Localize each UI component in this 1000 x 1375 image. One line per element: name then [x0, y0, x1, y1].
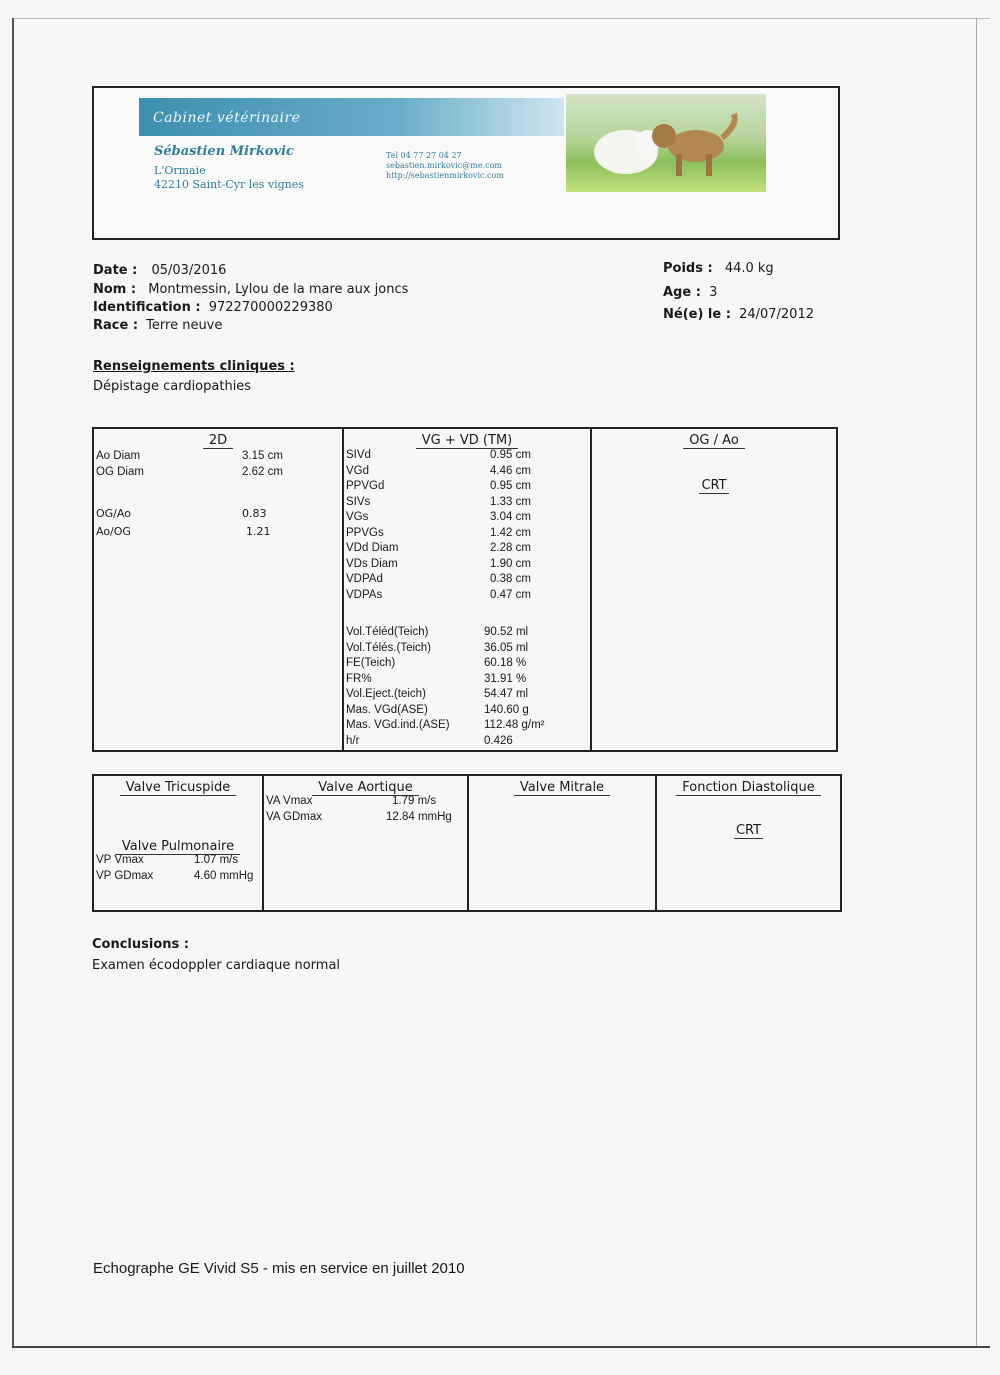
phone: Tel 04 77 27 04 27 [386, 151, 462, 160]
clinical-text: Dépistage cardiopathies [93, 379, 252, 394]
table-row [344, 480, 590, 496]
crt-diastolique: CRT [735, 823, 762, 838]
measure-name: VDd Diam [346, 542, 399, 554]
col-tm-title: VG + VD (TM) [344, 433, 590, 448]
col-ogao-title: OG / Ao [592, 433, 836, 448]
table-row [344, 688, 590, 704]
measure-value: 36.05 ml [484, 641, 529, 654]
col-2d [93, 428, 343, 751]
measure-value: 54.47 ml [484, 688, 529, 700]
measure-name: VGs [346, 511, 369, 523]
measure-name: h/r [346, 734, 360, 747]
measure-value: 112.48 g/m² [484, 719, 545, 731]
address-line1: L'Ormaie [154, 164, 206, 177]
measure-name: VGd [346, 464, 370, 477]
banner-title: Cabinet vétérinaire [153, 110, 301, 126]
measure-name: SIVs [346, 495, 371, 508]
conclusions-title: Conclusions : [92, 937, 189, 952]
measure-value: 0.426 [484, 734, 513, 747]
name-value: Montmessin, Lylou de la mare aux joncs [148, 282, 409, 297]
crt-ogao: CRT [701, 478, 727, 493]
measure-value: 4.46 cm [490, 464, 531, 477]
scan-edge-bottom [12, 1346, 990, 1348]
measure-value: 31.91 % [484, 672, 527, 685]
measure-name: FE(Teich) [346, 657, 396, 669]
table-row [344, 626, 590, 642]
measure-value: 2.28 cm [490, 542, 531, 554]
measure-name: Mas. VGd.ind.(ASE) [346, 719, 450, 731]
patient-race [93, 318, 222, 333]
col-tricuspide [93, 775, 263, 911]
measure-value: 1.90 cm [490, 557, 531, 570]
measure-value: 1.42 cm [490, 526, 531, 539]
patient-name [93, 282, 408, 297]
clinic-banner [139, 98, 564, 136]
table-row: OG/Ao 0.83 [96, 507, 267, 520]
measure-name: Mas. VGd(ASE) [346, 703, 428, 716]
conclusions-text: Examen écodoppler cardiaque normal [92, 958, 341, 973]
scan-edge-right [976, 18, 977, 1348]
vet-name: Sébastien Mirkovic [154, 144, 294, 159]
patient-weight [663, 261, 774, 276]
age-value: 3 [709, 285, 718, 300]
table-row [344, 573, 590, 589]
table-row [344, 542, 590, 558]
letterhead [92, 86, 840, 240]
table-row: Ao Diam 3.15 cm [96, 450, 283, 462]
col-mitrale [468, 775, 656, 911]
patient-date [93, 263, 226, 278]
measure-name: VDs Diam [346, 557, 398, 570]
scan-edge-left [12, 18, 14, 1348]
table-row [344, 657, 590, 673]
dogs-illustration [566, 94, 766, 192]
measurements-table [92, 427, 838, 752]
table-row [344, 496, 590, 512]
name-label: Nom : [93, 282, 137, 297]
col-2d-title: 2D [94, 433, 342, 448]
measure-value: 60.18 % [484, 657, 527, 669]
scan-edge-top [12, 18, 990, 19]
table-row [344, 527, 590, 543]
patient-age [663, 285, 717, 300]
table-row [344, 642, 590, 658]
measure-name: FR% [346, 672, 372, 685]
measure-name: VDPAs [346, 588, 383, 601]
id-value: 972270000229380 [208, 300, 333, 315]
measure-value: 0.95 cm [490, 480, 531, 492]
table-row [344, 449, 590, 465]
tricuspide-title: Valve Tricuspide [94, 780, 262, 795]
table-row [344, 704, 590, 720]
weight-value: 44.0 kg [724, 261, 774, 276]
race-value: Terre neuve [146, 318, 223, 333]
age-label: Age : [663, 285, 701, 300]
table-row [344, 558, 590, 574]
measure-name: PPVGd [346, 480, 385, 492]
born-value: 24/07/2012 [739, 307, 814, 322]
measure-value: 90.52 ml [484, 626, 529, 638]
measure-name: Vol.Téléd(Teich) [346, 626, 429, 638]
measure-name: VDPAd [346, 573, 383, 585]
website: http://sebastienmirkovic.com [386, 171, 504, 180]
measure-value: 3.04 cm [490, 511, 531, 523]
race-label: Race : [93, 318, 139, 333]
vet-contact [386, 151, 504, 181]
table-row [344, 735, 590, 751]
address-line2: 42210 Saint-Cyr les vignes [154, 178, 304, 191]
measure-value: 0.95 cm [490, 449, 531, 461]
table-row: Ao/OG 1.21 [96, 525, 271, 538]
table-row: VP Vmax 1.07 m/s [96, 854, 239, 866]
dogs-photo [566, 94, 766, 192]
measure-name: Vol.Télés.(Teich) [346, 641, 432, 654]
table-row: VA GDmax 12.84 mmHg [266, 810, 452, 823]
table-row [344, 465, 590, 481]
measure-value: 140.60 g [484, 703, 529, 716]
diastolique-title: Fonction Diastolique [657, 780, 840, 795]
table-row [344, 719, 590, 735]
id-label: Identification : [93, 300, 201, 315]
aortique-title: Valve Aortique [264, 780, 467, 795]
footer-device: Echographe GE Vivid S5 - mis en service en juillet 2010 [93, 1260, 465, 1277]
mitrale-title: Valve Mitrale [469, 780, 655, 795]
measure-name: Vol.Eject.(teich) [346, 688, 426, 700]
col-aortique [263, 775, 468, 911]
clinical-title: Renseignements cliniques : [93, 359, 295, 374]
born-label: Né(e) le : [663, 307, 731, 322]
date-label: Date : [93, 263, 138, 278]
measure-name: PPVGs [346, 526, 384, 539]
table-row [344, 673, 590, 689]
table-row [344, 511, 590, 527]
valves-table [92, 774, 842, 912]
table-row: VA Vmax 1.79 m/s [266, 795, 437, 807]
measure-value: 0.47 cm [490, 588, 531, 601]
weight-label: Poids : [663, 261, 713, 276]
measure-value: 0.38 cm [490, 573, 531, 585]
email: sebastien.mirkovic@me.com [386, 161, 502, 170]
measure-value: 1.33 cm [490, 495, 531, 508]
patient-born [663, 307, 814, 322]
pulmonaire-title: Valve Pulmonaire [94, 839, 262, 854]
table-row: VP GDmax 4.60 mmHg [96, 869, 254, 882]
patient-id [93, 300, 333, 315]
vet-address [154, 164, 304, 192]
table-row: OG Diam 2.62 cm [96, 465, 283, 478]
table-row [344, 589, 590, 605]
col-tm [343, 428, 591, 751]
col-ogao [591, 428, 837, 751]
col-diastolique [656, 775, 841, 911]
date-value: 05/03/2016 [151, 263, 227, 278]
measure-name: SIVd [346, 449, 371, 461]
